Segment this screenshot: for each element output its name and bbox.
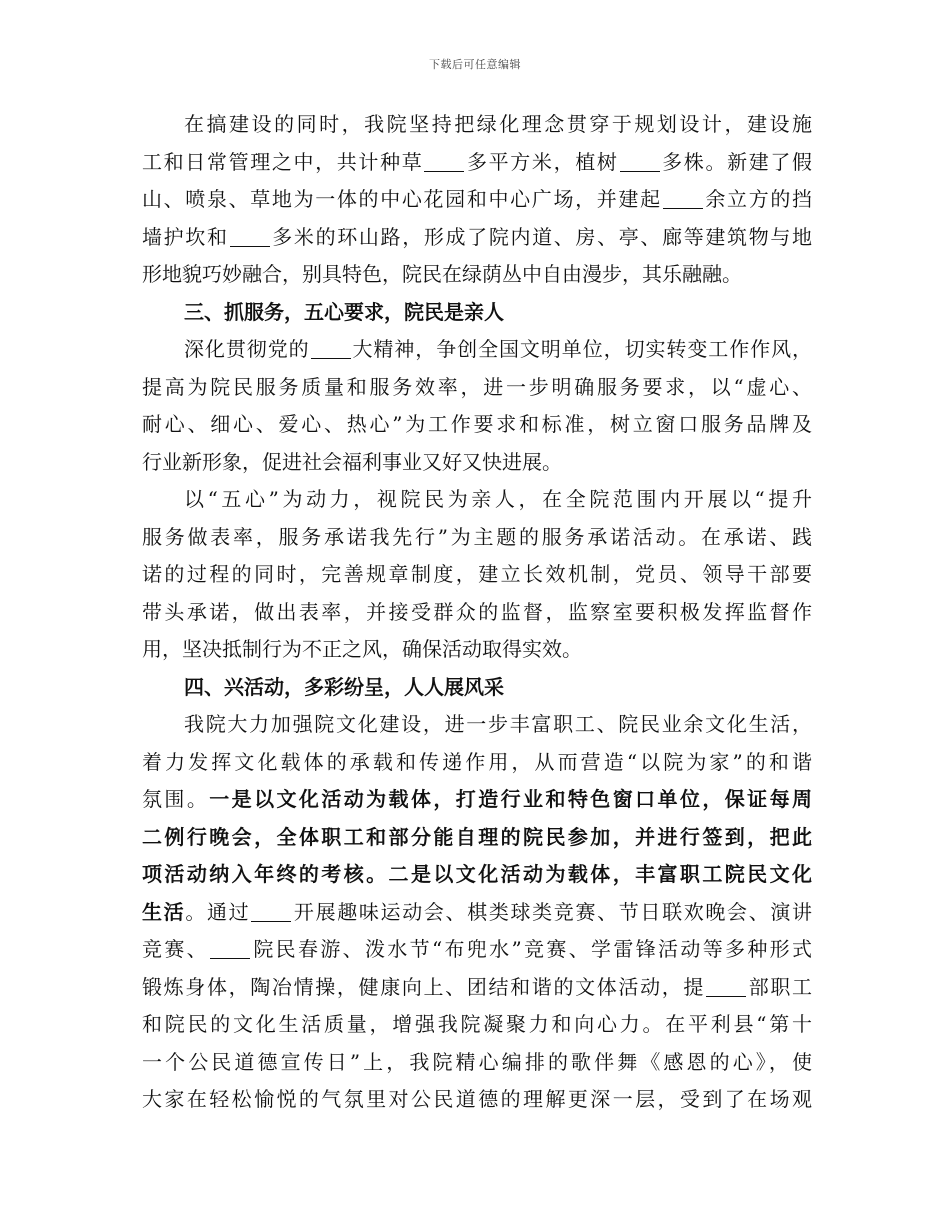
text-line (142, 1081, 812, 1119)
bold-text: 四、兴活动，多彩纷呈，人人展风采 (184, 674, 504, 699)
text-line (142, 819, 812, 857)
text-line (142, 781, 812, 819)
bold-text: 生活 (142, 899, 186, 924)
text-segment: 工和日常管理之中，共计种草 (142, 149, 424, 174)
text-segment: 大家在轻松愉悦的气氛里对公民道德的理解更深一层，受到了在场观 (142, 1087, 812, 1111)
text-segment: 氛围。 (142, 787, 210, 811)
text-line (142, 894, 812, 932)
text-segment: 耐心、细心、爱心、热心”为工作要求和标准，树立窗口服务品牌及 (142, 412, 812, 436)
bold-text: 项活动纳入年终的考核。二是以文化活动为载体，丰富职工院民文化 (142, 862, 812, 886)
text-line (142, 856, 812, 894)
text-segment: 锻炼身体，陶冶情操，健康向上、团结和谐的文体活动，提 (142, 974, 706, 999)
text-segment: 多平方米，植树 (465, 149, 619, 174)
text-line (142, 1044, 812, 1082)
text-segment: 山、喷泉、草地为一体的中心花园和中心广场，并建起 (142, 187, 662, 211)
text-segment: 诺的过程的同时，完善规章制度，建立长效机制，党员、领导干部要 (142, 562, 812, 586)
text-segment: 在搞建设的同时，我院坚持把绿化理念贯穿于规划设计，建设施 (184, 112, 812, 136)
text-line (142, 256, 812, 294)
text-segment: 服务做表率，服务承诺我先行”为主题的服务承诺活动。在承诺、践 (142, 524, 812, 549)
text-segment: 开展趣味运动会、棋类球类竞赛、节日联欢晚会、演讲 (292, 899, 813, 924)
text-segment: 带头承诺，做出表率，并接受群众的监督，监察室要积极发挥监督作 (142, 599, 812, 624)
fill-in-blank (424, 151, 464, 172)
text-segment: 形地貌巧妙融合，别具特色，院民在绿荫丛中自由漫步，其乐融融。 (142, 262, 742, 286)
text-segment: 和院民的文化生活质量，增强我院凝聚力和向心力。在平利县“第十 (142, 1012, 812, 1036)
fill-in-blank (663, 188, 703, 209)
text-line (142, 481, 812, 519)
text-segment: 余立方的挡 (703, 187, 813, 211)
text-line (142, 519, 812, 557)
bold-text: 一是以文化活动为载体，打造行业和特色窗口单位，保证每周 (209, 787, 813, 811)
text-segment: 墙护坎和 (142, 224, 229, 249)
text-line (142, 931, 812, 969)
text-segment: 部职工 (747, 974, 813, 999)
text-line (142, 106, 812, 144)
document-body (142, 106, 812, 1119)
bold-text: 二例行晚会，全体职工和部分能自理的院民参加，并进行签到，把此 (142, 824, 812, 849)
text-segment: 着力发挥文化载体的承载和传递作用，从而营造“以院为家”的和谐 (142, 749, 812, 774)
text-line (142, 219, 812, 257)
text-segment: 用，坚决抵制行为不正之风，确保活动取得实效。 (142, 637, 582, 661)
text-segment: 。通过 (185, 899, 251, 924)
text-segment: 竞赛、 (142, 937, 209, 961)
text-line (142, 294, 812, 332)
fill-in-blank (210, 938, 250, 959)
text-segment: 深化贯彻党的 (184, 337, 310, 361)
text-segment: 一个公民道德宣传日”上，我院精心编排的歌伴舞《感恩的心》，使 (142, 1049, 812, 1074)
text-line (142, 669, 812, 707)
text-line (142, 369, 812, 407)
bold-text: 三、抓服务，五心要求，院民是亲人 (184, 299, 504, 324)
fill-in-blank (311, 338, 351, 359)
text-segment: 院民春游、泼水节“布兜水”竞赛、学雷锋活动等多种形式 (251, 937, 813, 961)
text-line (142, 631, 812, 669)
text-line (142, 969, 812, 1007)
text-segment: 多株。新建了假 (660, 149, 813, 174)
text-line (142, 1006, 812, 1044)
text-line (142, 181, 812, 219)
text-segment: 多米的环山路，形成了院内道、房、亭、廊等建筑物与地 (270, 224, 813, 249)
text-segment: 行业新形象，促进社会福利事业又好又快进展。 (142, 449, 562, 474)
text-line (142, 444, 812, 482)
text-segment: 以“五心”为动力，视院民为亲人，在全院范围内开展以“提升 (184, 487, 812, 511)
fill-in-blank (251, 901, 291, 922)
text-line (142, 744, 812, 782)
page-header: 下载后可任意编辑 (429, 58, 521, 71)
text-segment: 我院大力加强院文化建设，进一步丰富职工、院民业余文化生活， (184, 712, 812, 736)
text-segment: 提高为院民服务质量和服务效率，进一步明确服务要求，以“虚心、 (142, 374, 812, 399)
text-line (142, 144, 812, 182)
text-segment: 大精神，争创全国文明单位，切实转变工作作风， (351, 337, 813, 361)
text-line (142, 331, 812, 369)
text-line (142, 406, 812, 444)
text-line (142, 706, 812, 744)
text-line (142, 556, 812, 594)
fill-in-blank (230, 226, 270, 247)
text-line (142, 594, 812, 632)
fill-in-blank (620, 151, 660, 172)
fill-in-blank (706, 976, 746, 997)
